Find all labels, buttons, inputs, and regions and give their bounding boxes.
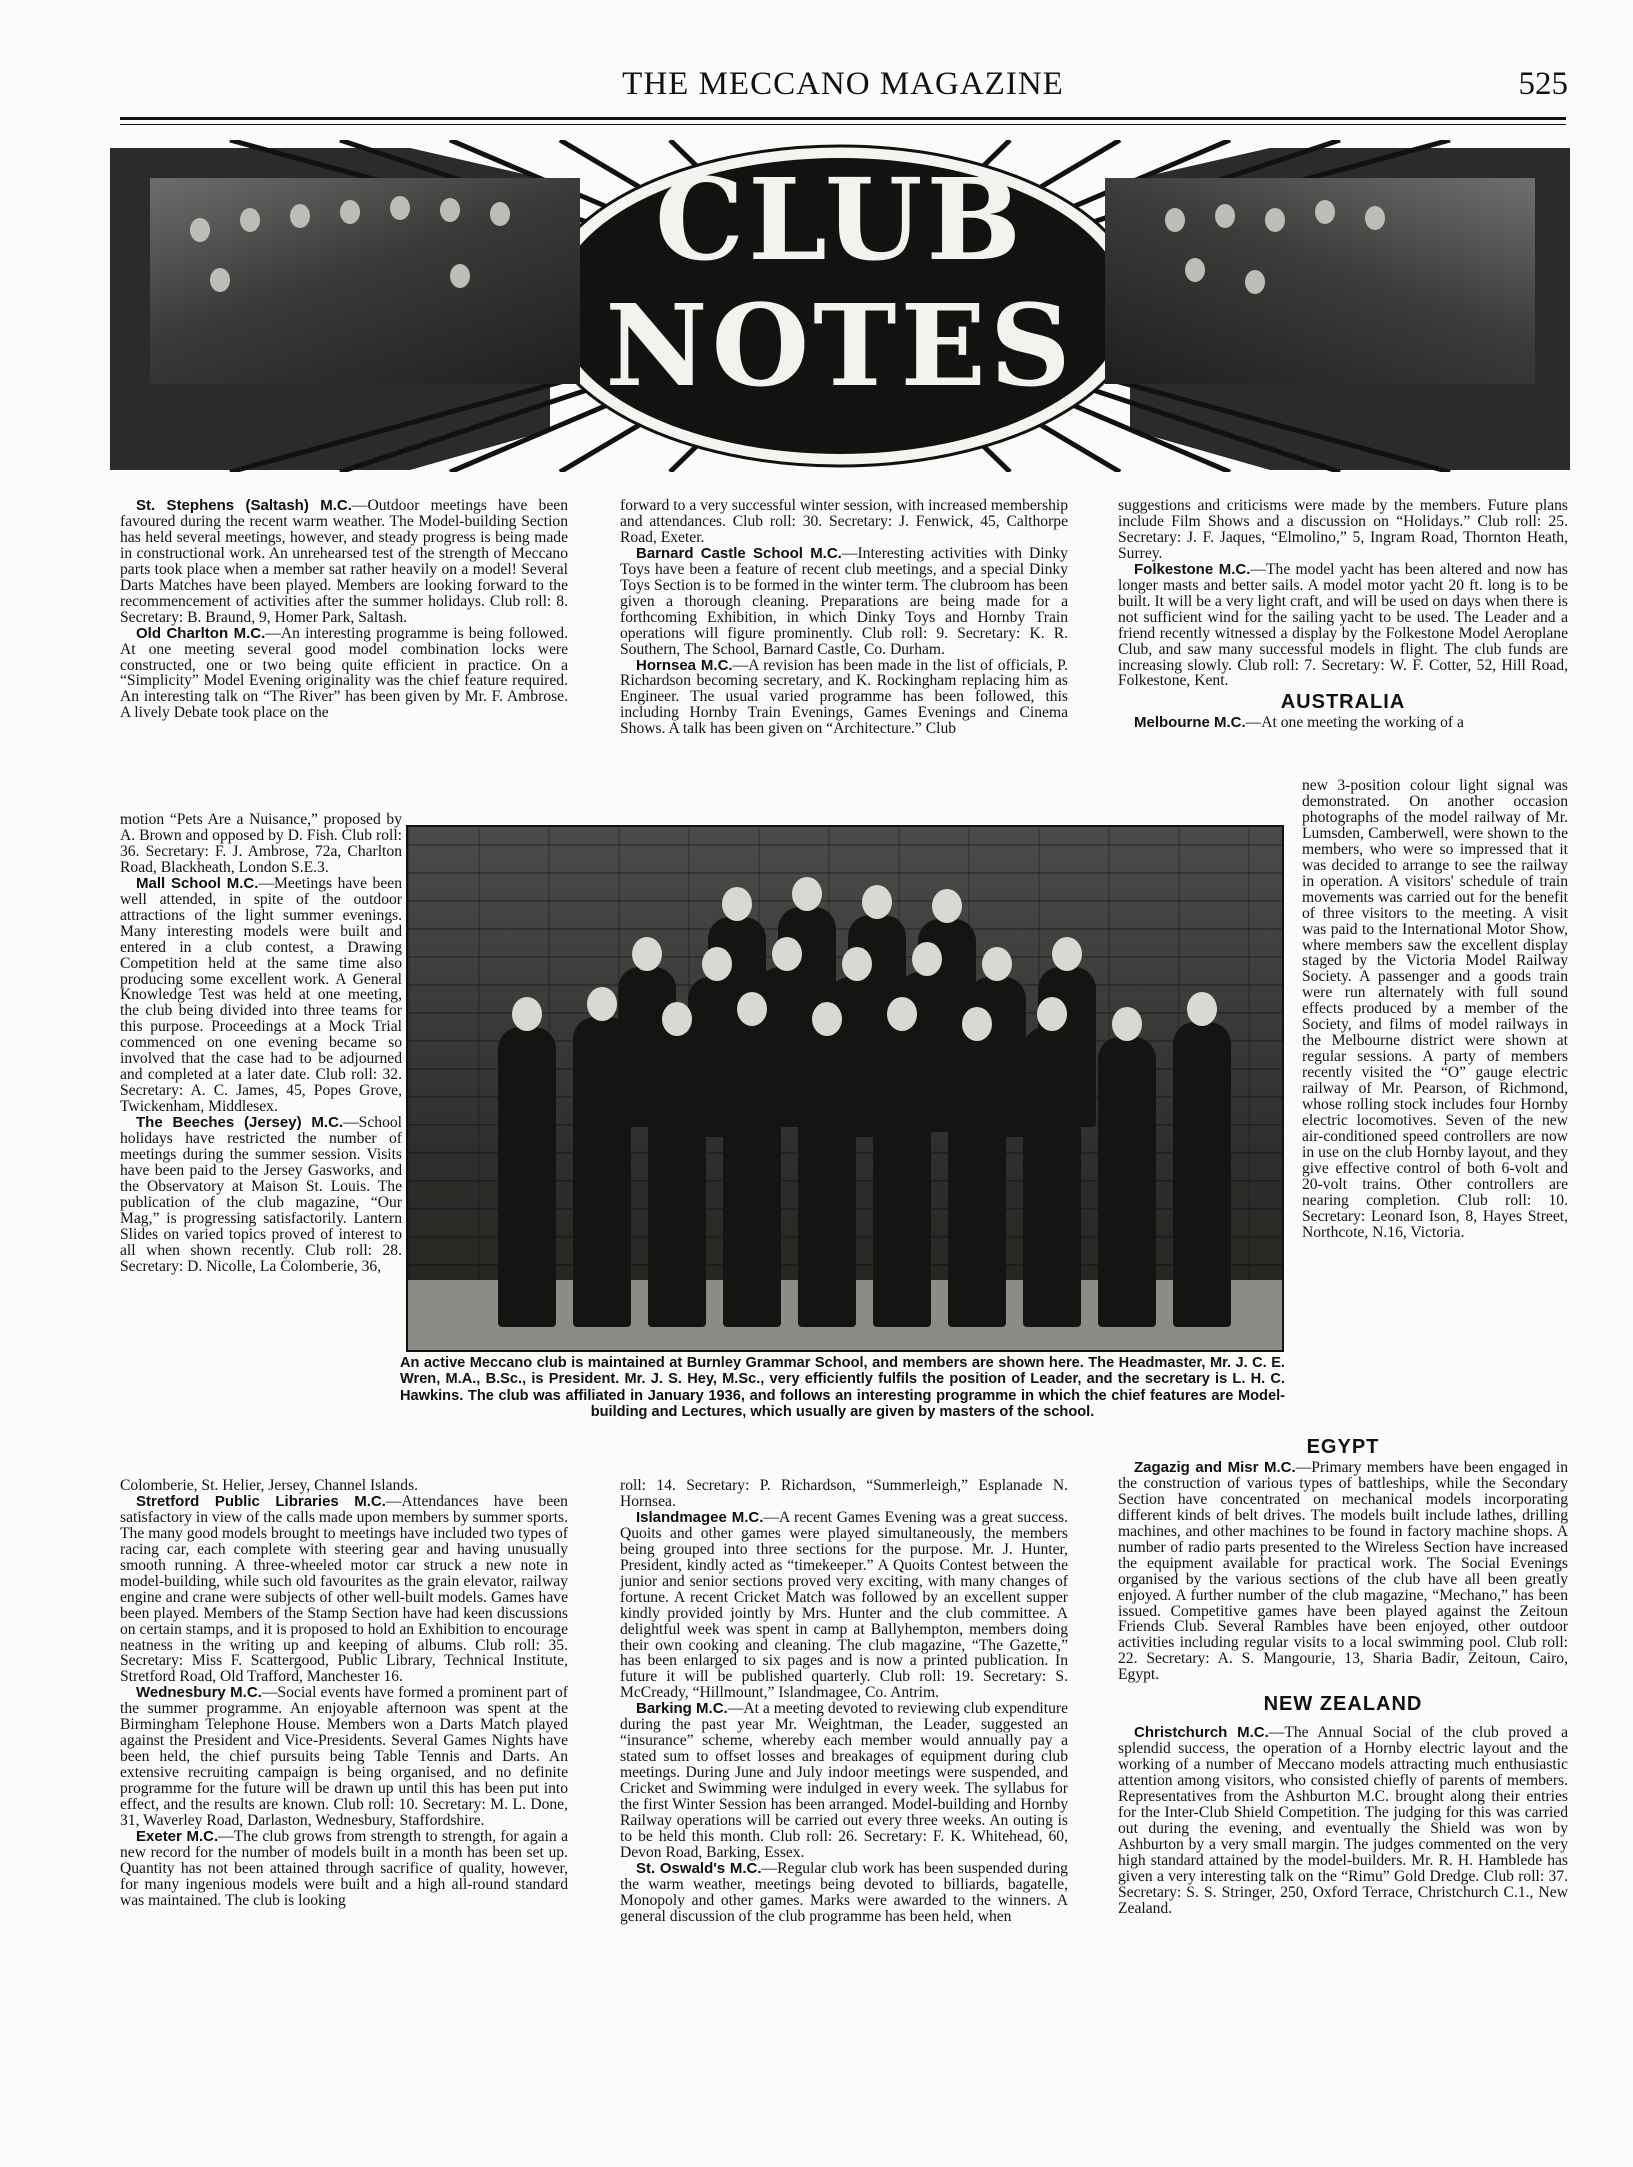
club-report <box>620 1701 1068 1861</box>
club-report-continued <box>620 1478 1068 1510</box>
burnley-grammar-school-club-photo <box>406 825 1284 1352</box>
club-report-text: —Interesting activities with Dinky Toys have been a feature of recent club meetings, and a special Dinky Toys Section is to be formed in the winter term. The clubroom has been given a thorough cleaning. Preparations are being made for a forthcoming Exhibition, in which Dinky Toys and Hornby Train operations will figure prominently. Club roll: 9. Secretary: K. R. Southern, The School, Barnard Castle, Co. Durham. <box>620 544 1068 658</box>
club-report-text: motion “Pets Are a Nuisance,” proposed by A. Brown and opposed by D. Fish. Club roll: 36. Secretary: F. J. Ambrose, 72a, Charlton Road, Blackheath, London S.E.3. <box>120 811 402 876</box>
club-report <box>1118 715 1568 731</box>
club-report-text: forward to a very successful winter session, with increased membership and attendances. Club roll: 30. Secretary: J. Fenwick, 45, Calthorpe Road, Exeter. <box>620 497 1068 546</box>
club-name: St. Oswald's M.C. <box>636 1859 762 1877</box>
member-figure <box>648 1032 706 1327</box>
member-figure <box>573 1017 631 1327</box>
club-report-continued <box>1118 498 1568 562</box>
club-name: Christchurch M.C. <box>1134 1724 1269 1742</box>
club-report-text: roll: 14. Secretary: P. Richardson, “Summerleigh,” Esplanade N. Hornsea. <box>620 1477 1068 1510</box>
club-members-photo-right <box>1105 178 1535 384</box>
club-name: Barking M.C. <box>636 1700 728 1718</box>
club-report <box>1118 1460 1568 1683</box>
banner-title-line-1: CLUB <box>654 155 1026 286</box>
club-name: Barnard Castle School M.C. <box>636 544 842 562</box>
member-figure <box>798 1032 856 1327</box>
club-report-text: —Regular club work has been suspended during the warm weather, meetings being devoted to billiards, bagatelle, Monopoly and other games. Marks were awarded to the winners. A general discussion of the club programme has been held, when <box>620 1859 1068 1925</box>
club-report <box>620 1510 1068 1701</box>
club-report <box>120 876 402 1115</box>
section-heading-australia: AUSTRALIA <box>1280 691 1406 714</box>
club-name: Mall School M.C. <box>136 874 259 892</box>
magazine-title: THE MECCANO MAGAZINE <box>622 66 1064 102</box>
club-report <box>120 498 568 626</box>
member-figure <box>723 1022 781 1327</box>
club-report-text: —The model yacht has been altered and now has longer masts and better sails. A model motor yacht 20 ft. long is to be built. It will be a very light craft, and will be used on days when there is not sufficient wind for the sailing yacht to be used. The Leader and a friend recently witnessed a display by the Folkestone Model Aeroplane Club, and saw many successful models in flight. The club funds are increasing slowly. Club roll: 7. Secretary: W. F. Cotter, 52, Hill Road, Folkestone, Kent. <box>1118 560 1569 690</box>
club-report-text: —Social events have formed a prominent part of the summer programme. An enjoyable afternoon was spent at the Birmingham Telephone House. Members won a Darts Match played against the President and Vice-Presidents. Several Games Nights have been held, the chief pursuits being Table Tennis and Darts. An extensive recruiting campaign is being organised, and no definite programme for the future will be drawn up until this has been put into effect, and the results are known. Club roll: 10. Secretary: M. L. Done, 31, Waverley Road, Darlaston, Wednesbury, Staffordshire. <box>120 1684 568 1830</box>
club-report-text: —The club grows from strength to strength, for again a new record for the number of models built in a month has been set up. Quantity has not been attained through sacrifice of quality, however, for many ingenious models were built and a high all-round standard was maintained. The club is looking <box>120 1827 568 1909</box>
column-3-top <box>1118 498 1568 731</box>
club-name: Wednesbury M.C. <box>136 1684 262 1702</box>
club-report <box>1118 1725 1568 1916</box>
club-report-text: —School holidays have restricted the number of meetings during the summer session. Visits have been paid to the Jersey Gasworks, and the Observatory at Maison St. Louis. The publication of the club magazine, “Our Mag,” is progressing satisfactorily. Lantern Slides on varied topics proved of interest to all when shown recently. Club roll: 28. Secretary: D. Nicolle, La Colomberie, 36, <box>120 1114 402 1275</box>
club-report-text: —An interesting programme is being followed. At one meeting several good model combination locks were constructed, one or two being quite efficient in practice. On a “Simplicity” Model Evening originality was the chief feature required. An interesting talk on “The River” has been given by Mr. F. Ambrose. A lively Debate took place on the <box>120 624 568 722</box>
club-name: St. Stephens (Saltash) M.C. <box>136 497 352 514</box>
club-name: Hornsea M.C. <box>636 656 733 674</box>
banner-title-line-2: NOTES <box>605 281 1075 412</box>
club-name: Zagazig and Misr M.C. <box>1134 1458 1296 1476</box>
club-report <box>120 1829 568 1909</box>
club-report <box>120 1115 402 1275</box>
club-report-text: —Primary members have been engaged in the construction of various types of battleships, while the Secondary Section have concentrated on mechanical models incorporating different kinds of belt drives. The models built include lathes, drilling machines, and other machines to be found in factory machine shops. A number of radio parts presented to the Wireless Section have increased the equipment available for practical work. The Social Evenings organised by the various sections of the club have all been greatly enjoyed. A further number of the club magazine, “Mechano,” has been issued. Competitive games have been played against the Zeitoun Friends Club. Several Rambles have been enjoyed, other outdoor activities including regular visits to a local swimming pool. Club roll: 22. Secretary: A. S. Mangourie, 13, Sharia Badir, Zeitoun, Cairo, Egypt. <box>1118 1458 1569 1684</box>
column-2-top <box>620 498 1068 737</box>
club-report-text: —Outdoor meetings have been favoured during the recent warm weather. The Model-building Section has held several meetings, however, and steady progress is being made in constructional work. An unrehearsed test of the strength of Meccano parts took place when a member sat rather heavily on a model! Several Darts Matches have been played. Members are looking forward to the recommencement of activities after the summer holidays. Club roll: 8. Secretary: B. Braund, 9, Homer Park, Saltash. <box>120 497 568 626</box>
club-report-text: —Attendances have been satisfactory in view of the calls made upon members by summer sports. The many good models brought to meetings have included two types of racing car, each complete with steering gear and having unusually smooth running. A three-wheeled motor car struck a new note in model-building, while such old favourites as the grain elevator, railway engine and crane were subjects of other well-built models. Games have been played. Members of the Stamp Section have had keen discussions on certain stamps, and it is proposed to hold an Exhibition to encourage neatness in the writing up and keeping of albums. Club roll: 35. Secretary: Miss F. Scattergood, Public Library, Technical Institute, Stretford Road, Old Trafford, Manchester 16. <box>120 1492 568 1686</box>
club-report-text: new 3-position colour light signal was demonstrated. On another occasion photographs of the model railway of Mr. Lumsden, Camberwell, were shown to the members, who were so impressed that it was decided to arrange to see the railway in operation. A visitors' schedule of train movements was carried out for the benefit of three visitors to the meeting. A visit was paid to the International Motor Show, where members saw the excellent display staged by the Victoria Model Railway Society. A passenger and a goods train were run alternately with full sound effects produced by a member of the Society, and films of model railways in the Melbourne district were shown at regular sessions. A party of members recently visited the “O” gauge electric railway of Mr. Pearson, of Richmond, whose rolling stock includes four Hornby electric locomotives. Seven of the new air-conditioned speed controllers are now in use on the club Hornby layout, and they give effective control of both 6-volt and 20-volt trains. Other controllers are nearing completion. Club roll: 10. Secretary: Leonard Ison, 8, Hayes Street, Northcote, N.16, Victoria. <box>1302 777 1568 1241</box>
club-name: Folkestone M.C. <box>1134 560 1251 578</box>
column-1-bottom <box>120 1478 568 1909</box>
club-report-text: —A revision has been made in the list of officials, P. Richardson becoming secretary, and K. Rockingham replacing him as Engineer. The usual varied programme has been followed, this including Hornby Train Evenings, Games Evenings and Cinema Shows. A talk has been given on “Architecture.” Club <box>620 656 1068 738</box>
club-name: Stretford Public Libraries M.C. <box>136 1492 386 1510</box>
page-header <box>118 66 1568 120</box>
column-3-bottom <box>1118 1436 1569 1917</box>
photo-caption: An active Meccano club is maintained at Burnley Grammar School, and members are shown here. The Headmaster, Mr. J. C. E. Wren, M.A., B.Sc., is President. Mr. J. S. Hey, M.Sc., very efficiently fulfils the position of Leader, and the secretary is L. H. C. Hawkins. The club was affiliated in January 1936, and follows an interesting programme in which the chief features are Model-building and Lectures, which usually are given by masters of the school. <box>400 1355 1285 1420</box>
club-report <box>1118 562 1568 690</box>
club-report <box>120 626 568 722</box>
club-report-continued <box>120 1478 568 1494</box>
club-report <box>620 546 1068 658</box>
column-1-top <box>120 498 568 721</box>
club-name: Exeter M.C. <box>136 1827 219 1845</box>
member-figure <box>498 1027 556 1327</box>
club-report-text: suggestions and criticisms were made by the members. Future plans include Film Shows and a discussion on “Holidays.” Club roll: 25. Secretary: J. F. Jaques, “Elmolino,” 5, Ingram Road, Thornton Heath, Surrey. <box>1118 497 1568 562</box>
member-figure <box>1023 1027 1081 1327</box>
club-report-text: Colomberie, St. Helier, Jersey, Channel Islands. <box>120 1477 419 1494</box>
header-rule-thin <box>120 124 1566 125</box>
club-report-continued <box>120 812 402 876</box>
member-figure <box>948 1037 1006 1327</box>
club-report-continued <box>1302 778 1568 1241</box>
club-report-text: —At a meeting devoted to reviewing club expenditure during the past year Mr. Weightman, the Leader, suggested an “insurance” scheme, whereby each member would annually pay a stated sum to offset losses and breakages of equipment during club meetings. During June and July indoor meetings were suspended, and Cricket and Swimming were indulged in every week. The syllabus for the first Winter Session has been arranged. Model-building and Hornby Railway operations will be carried out every three weeks. An outing is to be held this month. Club roll: 26. Secretary: F. K. Whitehead, 60, Devon Road, Barking, Essex. <box>620 1700 1068 1861</box>
club-report-text: —The Annual Social of the club proved a splendid success, the operation of a Hornby electric layout and the working of a number of Meccano models attracting much enthusiastic attention among visitors, who consisted chiefly of parents of members. Representatives from the Ashburton M.C. brought along their entries for the Inter-Club Shield Competition. The judging for this was carried out during the evening, and eventually the Shield was won by Ashburton by a very small margin. The judges commented on the very high standard attained by the model-builders. Mr. R. H. Hamblede has given a very interesting talk on the “Rimu” Gold Dredge. Club roll: 37. Secretary: S. S. Stringer, 250, Oxford Terrace, Christchurch C.1., New Zealand. <box>1118 1724 1568 1917</box>
club-report-text: —A recent Games Evening was a great success. Quoits and other games were played simultaneously, the members being grouped into three sections for the purpose. Mr. J. Hunter, President, kindly acted as “timekeeper.” A Quoits Contest between the junior and senior sections proved very exciting, with many changes of fortune. A recent Cricket Match was followed by an excellent supper kindly provided jointly by Mrs. Hunter and the club committee. A delightful week was spent in camp at Ballyhempton, members doing their own cooking and cleaning. The club magazine, “The Gazette,” has been enlarged to six pages and is now a printed publication. In future it will be published quarterly. Club roll: 19. Secretary: S. McCready, “Hillmount,” Islandmagee, Co. Antrim. <box>620 1508 1069 1702</box>
club-name: Old Charlton M.C. <box>136 624 266 642</box>
column-1-middle <box>120 812 402 1275</box>
member-figure <box>873 1027 931 1327</box>
club-report-text: —Meetings have been well attended, in spite of the outdoor attractions of the light summer evenings. Many interesting models were built and entered in a club contest, a Drawing Competition held at the same time also producing some excellent work. A General Knowledge Test was held at one meeting, the club being divided into three teams for this purpose. Proceedings at a Mock Trial commenced on one evening became so involved that the case had to be adjourned and completed at a later date. Club roll: 32. Secretary: A. C. James, 45, Popes Grove, Twickenham, Middlesex. <box>120 874 402 1116</box>
banner-title <box>560 155 1120 430</box>
column-3-middle <box>1302 778 1568 1241</box>
club-report <box>620 658 1068 738</box>
member-figure <box>1098 1037 1156 1327</box>
header-rule <box>120 117 1566 120</box>
club-name: The Beeches (Jersey) M.C. <box>136 1114 344 1132</box>
section-heading-egypt: EGYPT <box>1306 1436 1380 1458</box>
member-figure <box>1173 1022 1231 1327</box>
club-report <box>620 1861 1068 1925</box>
club-name: Melbourne M.C. <box>1134 714 1246 732</box>
club-report-continued <box>620 498 1068 546</box>
club-report <box>120 1685 568 1829</box>
section-heading-new-zealand: NEW ZEALAND <box>1263 1693 1423 1716</box>
club-report-text: —At one meeting the working of a <box>1245 714 1464 732</box>
column-2-bottom <box>620 1478 1068 1925</box>
club-name: Islandmagee M.C. <box>636 1508 764 1526</box>
club-members-photo-left <box>150 178 580 384</box>
page-number: 525 <box>1518 66 1568 102</box>
club-report <box>120 1494 568 1685</box>
